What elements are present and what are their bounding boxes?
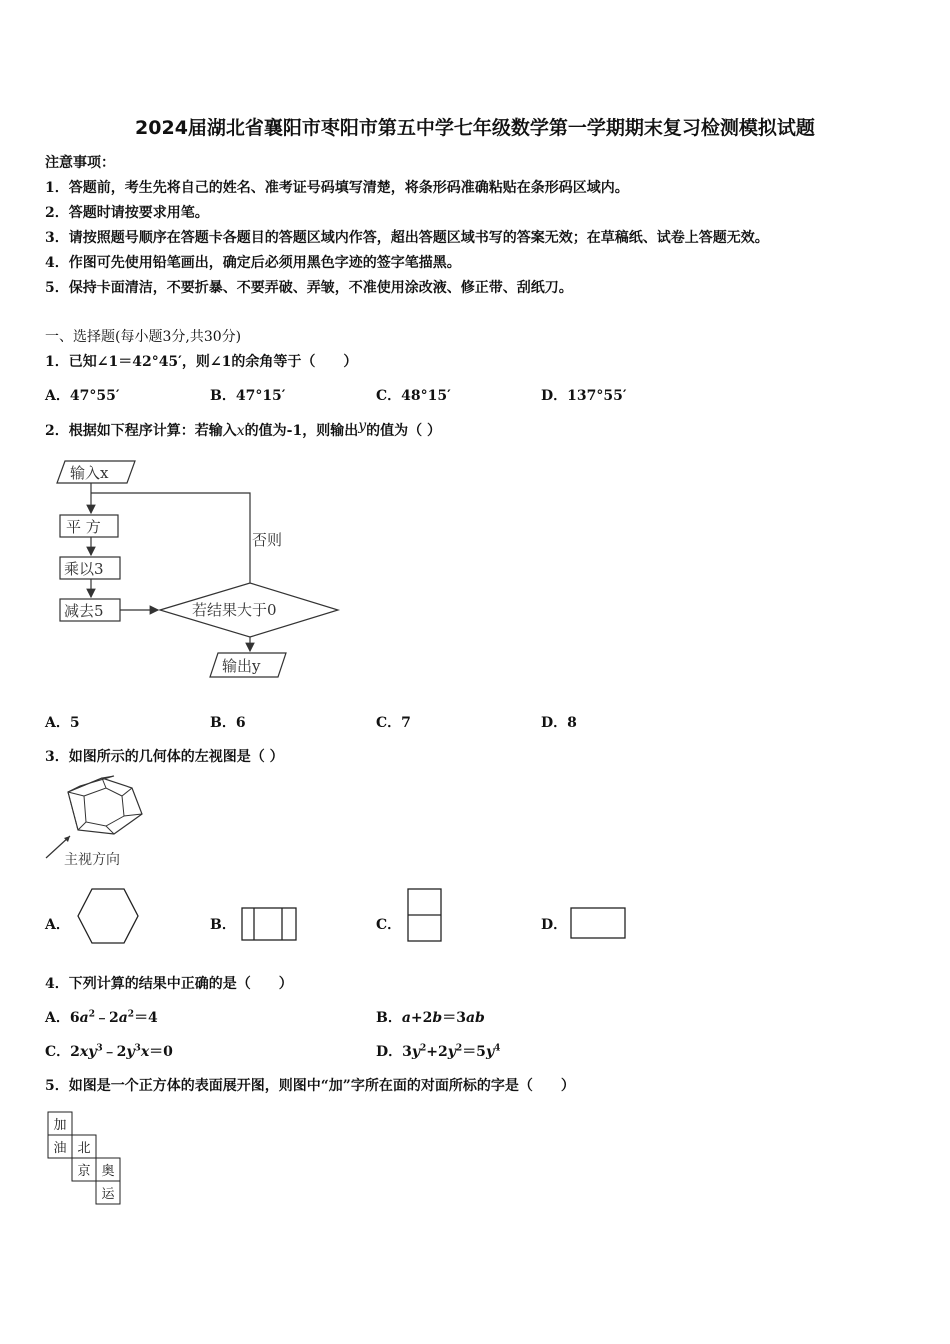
net-cell: 京 — [77, 1164, 91, 1179]
q2-option-d: D．8 — [541, 715, 577, 731]
page-title: 2024届湖北省襄阳市枣阳市第五中学七年级数学第一学期期末复习检测模拟试题 — [135, 117, 815, 139]
q1-option-a: A．47°55′ — [45, 388, 120, 404]
q4-option-d: D．$3y^2+2y^2=5y^4$ — [376, 1043, 501, 1060]
q2-flowchart — [40, 455, 360, 695]
notice-item: 2．答题时请按要求用笔。 — [45, 205, 209, 221]
q3-solid-figure — [40, 772, 150, 872]
q2-option-b: B．6 — [210, 715, 246, 731]
flow-else-text: 否则 — [252, 531, 283, 549]
svg-text:平 方: 平 方 — [66, 518, 101, 536]
net-cell: 加 — [53, 1118, 67, 1133]
q3-option-b-label: B． — [210, 917, 236, 933]
stacked-squares-figure — [405, 887, 445, 943]
three-panel-rectangle-figure — [240, 906, 300, 942]
q1-option-c: C．48°15′ — [376, 388, 451, 404]
notice-item: 4．作图可先使用铅笔画出，确定后必须用黑色字迹的签字笔描黑。 — [45, 255, 461, 271]
notice-heading: 注意事项： — [45, 155, 115, 171]
q2-option-c: C．7 — [376, 715, 411, 731]
q1-option-b: B．47°15′ — [210, 388, 286, 404]
notice-item: 1．答题前，考生先将自己的姓名、准考证号码填写清楚，将条形码准确粘贴在条形码区域内。 — [45, 180, 629, 196]
notice-item: 5．保持卡面清洁，不要折暴、不要弄破、弄皱，不准使用涂改液、修正带、刮纸刀。 — [45, 280, 573, 296]
q4-option-b: B．a+2b＝3ab — [376, 1010, 485, 1026]
q4-stem: 4．下列计算的结果中正确的是（ ） — [45, 976, 293, 992]
svg-text:输出y: 输出y — [222, 657, 261, 675]
section-heading: 一、选择题(每小题3分,共30分) — [45, 329, 242, 345]
svg-text:乘以3: 乘以3 — [64, 560, 104, 578]
q5-stem: 5．如图是一个正方体的表面展开图，则图中“加”字所在面的对面所标的字是（ ） — [45, 1078, 575, 1094]
q4-option-a: A．$6a^2﹣2a^2=4$ — [45, 1009, 158, 1026]
q3-option-c-label: C． — [376, 917, 402, 933]
net-cell: 北 — [77, 1141, 91, 1156]
q3-option-d-label: D． — [541, 917, 568, 933]
notice-item: 3．请按照题号顺序在答题卡各题目的答题区域内作答，超出答题区域书写的答案无效；在草稿纸、试卷上答题无效。 — [45, 230, 769, 246]
flow-input-text: 输入x — [70, 464, 109, 482]
cube-net-figure — [46, 1110, 126, 1210]
q2-stem: 2．根据如下程序计算：若输入x的值为-1，则输出y的值为（ ） — [45, 418, 442, 439]
q4-option-c: C．$2xy^3﹣2y^3x=0$ — [45, 1043, 173, 1060]
q1-option-d: D．137°55′ — [541, 388, 627, 404]
svg-text:减去5: 减去5 — [64, 602, 104, 620]
q2-option-a: A．5 — [45, 715, 80, 731]
rectangle-figure — [569, 906, 629, 942]
q1-stem: 1．已知∠1＝42°45′，则∠1的余角等于（ ） — [45, 354, 358, 370]
svg-text:若结果大于0: 若结果大于0 — [192, 601, 277, 619]
q3-stem: 3．如图所示的几何体的左视图是（ ） — [45, 749, 284, 765]
net-cell: 油 — [53, 1141, 67, 1156]
net-cell: 奥 — [101, 1164, 115, 1179]
view-direction-label: 主视方向 — [64, 852, 120, 868]
net-cell: 运 — [101, 1187, 115, 1202]
hexagon-figure — [74, 886, 144, 946]
q3-option-a-label: A． — [45, 917, 70, 933]
